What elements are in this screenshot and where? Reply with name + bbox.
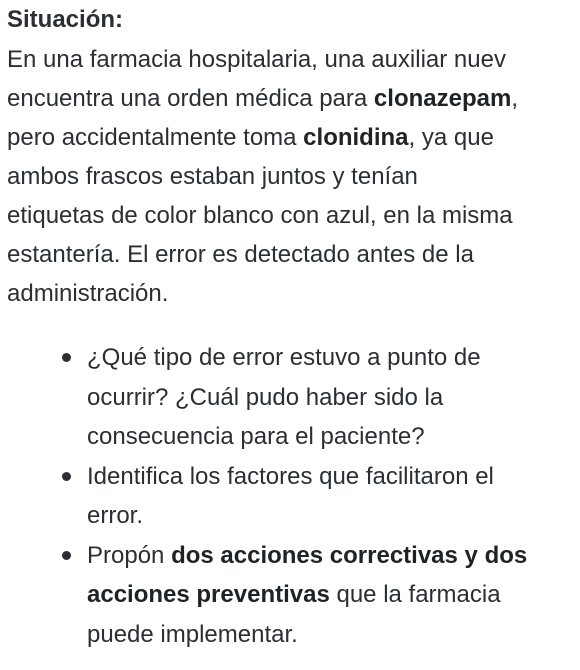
paragraph-text: etiquetas de color blanco con azul, en la misma	[7, 202, 513, 229]
paragraph-text: ambos frascos estaban juntos y tenían	[7, 163, 418, 190]
bullet-dot-icon	[62, 353, 71, 362]
paragraph-line	[7, 157, 580, 196]
list-item	[0, 536, 580, 655]
section-heading: Situación:	[7, 6, 124, 33]
list-item	[0, 338, 580, 457]
paragraph-line	[7, 40, 580, 79]
list-item-text: que la farmacia	[329, 581, 501, 608]
paragraph-text: ,	[511, 85, 518, 112]
paragraph-text: , ya que	[408, 124, 494, 151]
list-item-line: Identifica los factores que facilitaron el	[87, 462, 494, 490]
paragraph-line	[7, 196, 580, 235]
question-list	[0, 338, 580, 654]
list-item-line: puede implementar.	[87, 620, 298, 648]
paragraph-text: administración.	[7, 280, 169, 307]
list-item-line: error.	[87, 502, 144, 529]
paragraph-text: estantería. El error es detectado antes de la	[7, 241, 474, 268]
drug-name-clonazepam: clonazepam	[373, 85, 512, 112]
emphasis-text: acciones preventivas	[87, 581, 330, 608]
paragraph-line	[7, 79, 580, 118]
drug-name-clonidina: clonidina	[303, 124, 409, 151]
paragraph-line	[7, 235, 580, 274]
list-item-text: Propón	[87, 541, 172, 569]
list-item-line: consecuencia para el paciente?	[87, 423, 425, 450]
list-item-line	[87, 575, 580, 615]
list-item-line: ocurrir? ¿Cuál pudo haber sido la	[87, 383, 444, 411]
emphasis-text: dos acciones correctivas y dos	[171, 541, 528, 569]
paragraph-text: encuentra una orden médica para	[7, 85, 374, 112]
situation-paragraph	[7, 40, 580, 313]
paragraph-text: En una farmacia hospitalaria, una auxiliar nuev	[7, 46, 506, 73]
paragraph-text: pero accidentalmente toma	[7, 124, 304, 151]
list-item-line	[87, 536, 580, 576]
bullet-dot-icon	[62, 472, 71, 481]
bullet-dot-icon	[62, 551, 71, 560]
list-item	[0, 457, 580, 536]
paragraph-line	[7, 118, 580, 157]
paragraph-line	[7, 274, 580, 313]
list-item-line: ¿Qué tipo de error estuvo a punto de	[87, 344, 481, 371]
